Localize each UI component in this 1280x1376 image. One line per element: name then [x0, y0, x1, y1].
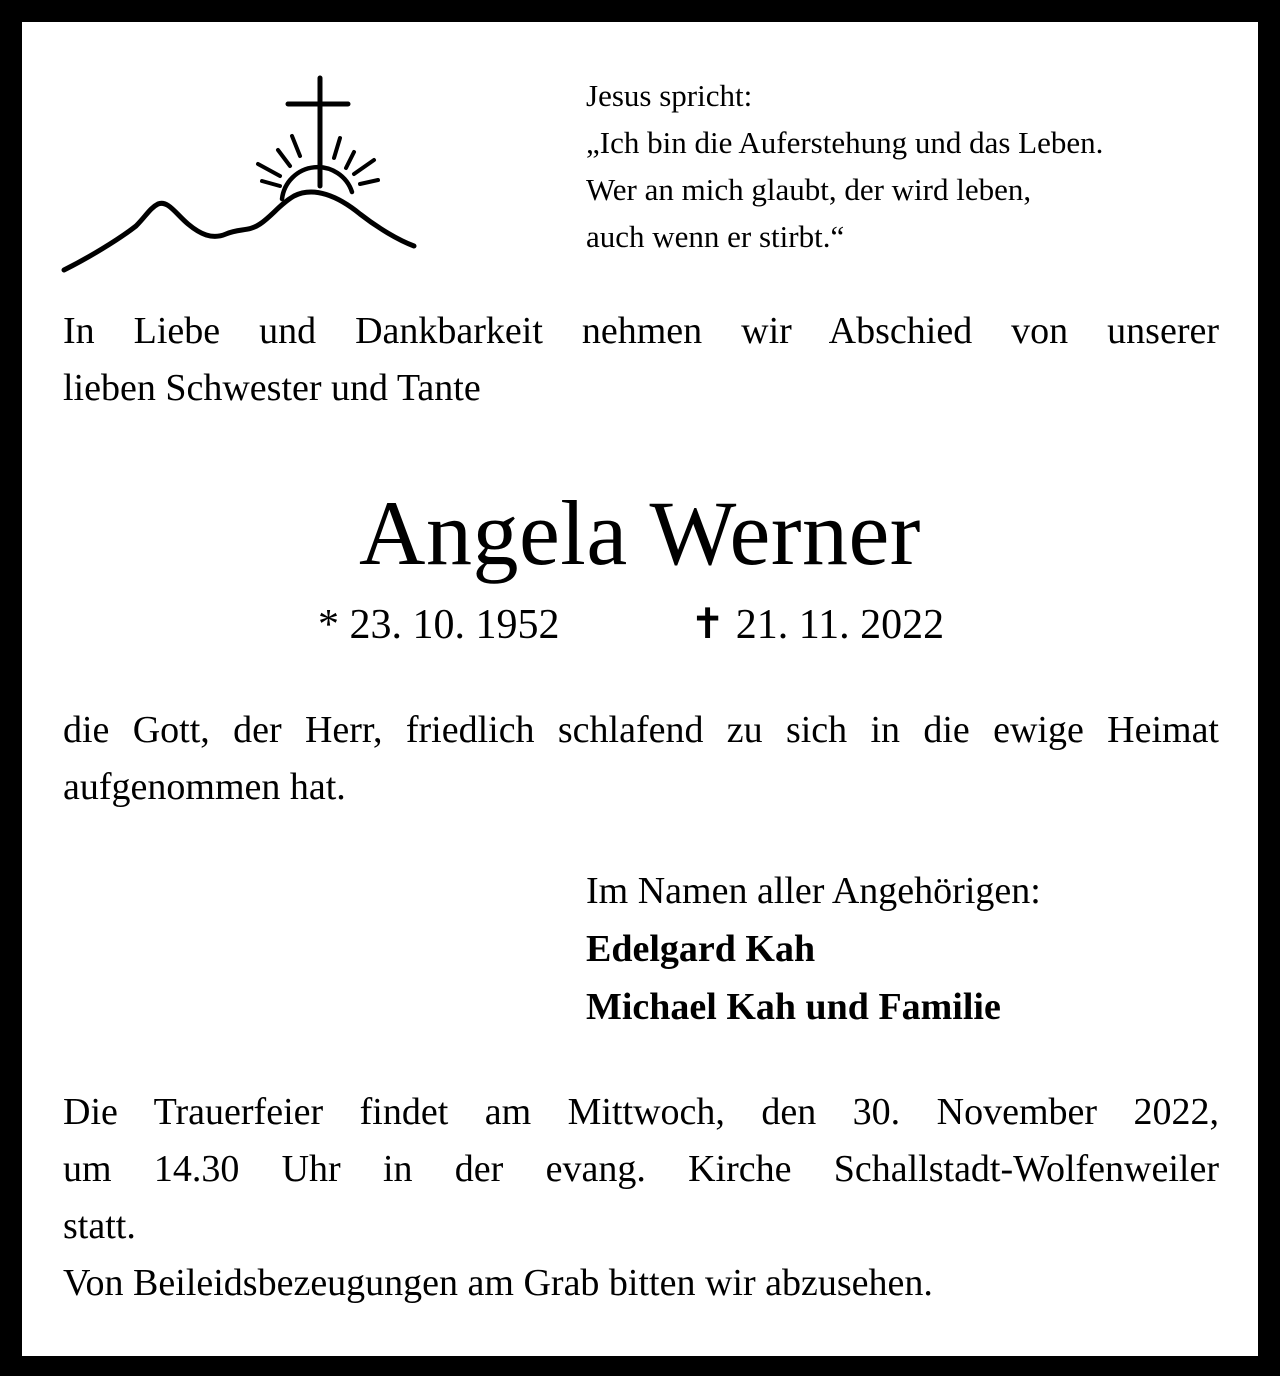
passing-text: [63, 702, 1219, 816]
intro-line: In Liebe und Dankbarkeit nehmen wir Abschied von unserer: [63, 310, 1219, 352]
service-line: um 14.30 Uhr in der evang. Kirche Schallstadt-Wolfenweiler: [63, 1148, 1219, 1190]
family-signature: [586, 862, 1226, 1036]
quote-line: Jesus spricht:: [586, 78, 753, 113]
death-date: ✝ 21. 11. 2022: [690, 602, 945, 648]
quote-line: „Ich bin die Auferstehung und das Leben.: [586, 125, 1104, 160]
passing-line: aufgenommen hat.: [63, 766, 346, 808]
intro-text: [63, 303, 1219, 417]
bible-quote: [586, 72, 1246, 260]
service-line: Von Beileidsbezeugungen am Grab bitten wir abzusehen.: [63, 1262, 933, 1304]
signature-name: Michael Kah und Familie: [586, 986, 1001, 1028]
passing-line: die Gott, der Herr, friedlich schlafend zu sich in die ewige Heimat: [63, 709, 1219, 751]
quote-line: Wer an mich glaubt, der wird leben,: [586, 172, 1032, 207]
service-line: statt.: [63, 1205, 136, 1247]
birth-date: * 23. 10. 1952: [318, 602, 560, 648]
intro-line: lieben Schwester und Tante: [63, 367, 481, 409]
funeral-service-info: [63, 1084, 1219, 1312]
deceased-name: Angela Werner: [359, 482, 921, 584]
service-line: Die Trauerfeier findet am Mittwoch, den 30. November 2022,: [63, 1091, 1219, 1133]
signature-heading: Im Namen aller Angehörigen:: [586, 870, 1041, 912]
quote-line: auch wenn er stirbt.“: [586, 219, 845, 254]
signature-name: Edelgard Kah: [586, 928, 816, 970]
cross-on-hill-with-rising-sun-icon: [58, 68, 428, 283]
